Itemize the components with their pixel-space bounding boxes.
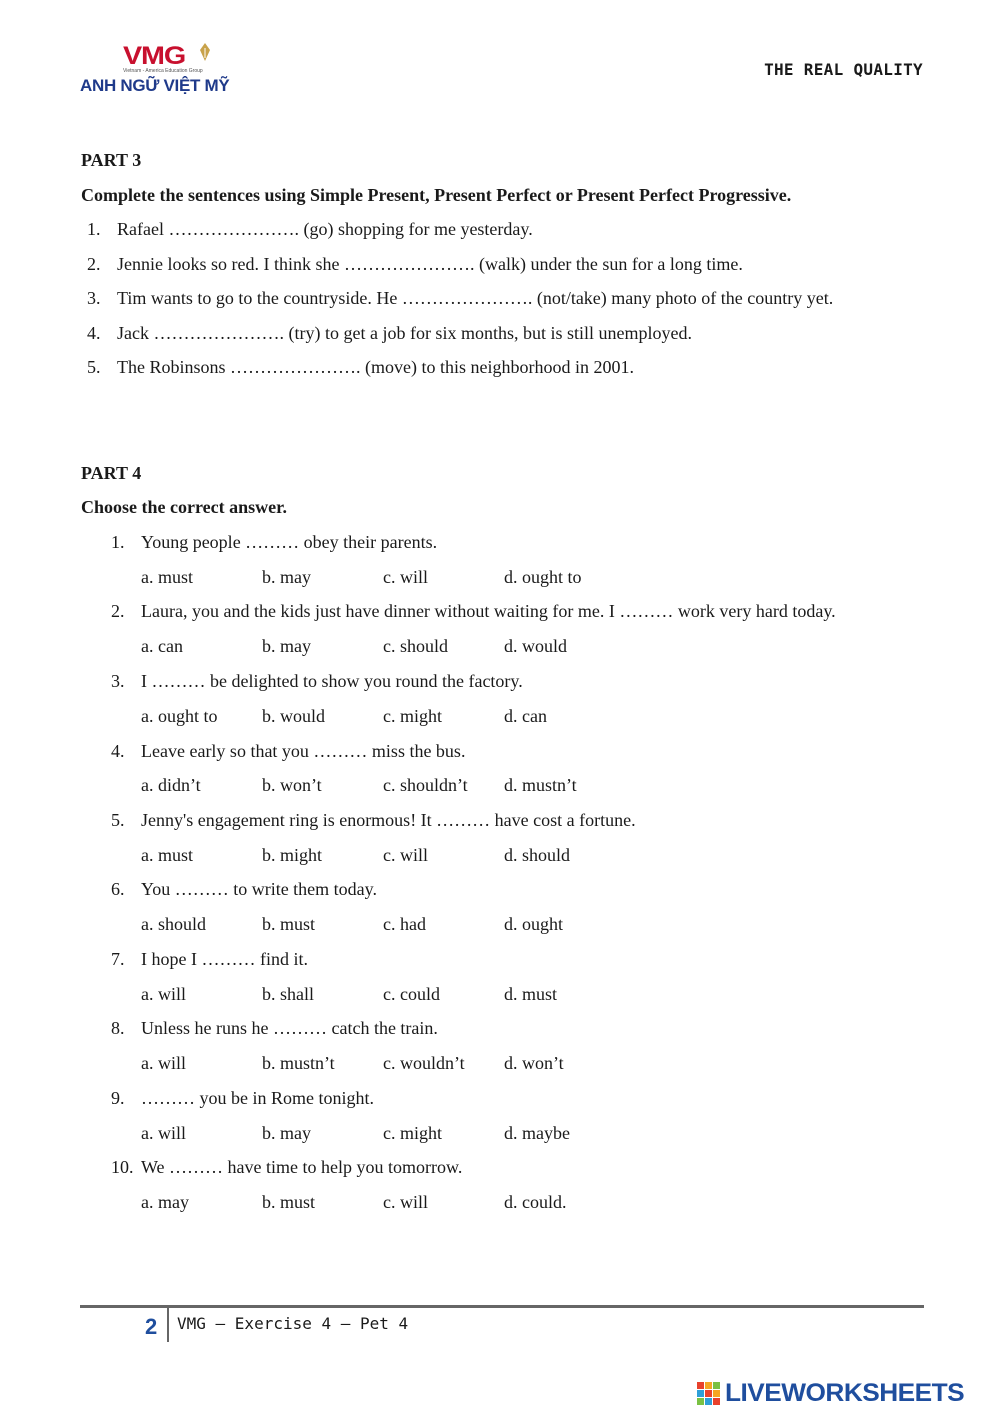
option-a[interactable]: a. will — [141, 1053, 186, 1073]
logo-tagline: Vietnam - America Education Group — [123, 68, 203, 74]
option-d[interactable]: d. should — [504, 845, 571, 865]
liveworksheets-logo-icon — [697, 1382, 721, 1406]
option-b[interactable]: b. would — [262, 706, 325, 726]
part4-title: PART 4 — [81, 463, 142, 483]
question: 2. Laura, you and the kids just have dinner without waiting for me. I ……… work very hard today. — [111, 601, 836, 621]
sentence-text: Tim wants to go to the countryside. He …………………. (not/take) many photo of the country yet. — [117, 288, 834, 308]
option-a[interactable]: a. must — [141, 567, 193, 587]
question-text: Leave early so that you ……… miss the bus. — [141, 741, 466, 761]
question-text: Young people ……… obey their parents. — [141, 532, 438, 552]
option-b[interactable]: b. may — [262, 1123, 311, 1143]
option-b[interactable]: b. may — [262, 636, 311, 656]
option-b[interactable]: b. won’t — [262, 775, 322, 795]
part3-title: PART 3 — [81, 150, 142, 170]
option-d[interactable]: d. won’t — [504, 1053, 564, 1073]
question: 3. I ……… be delighted to show you round the factory. — [111, 671, 523, 691]
option-d[interactable]: d. mustn’t — [504, 775, 577, 795]
option-d[interactable]: d. ought to — [504, 567, 582, 587]
liveworksheets-watermark — [697, 1379, 993, 1409]
option-c[interactable]: c. might — [383, 706, 442, 726]
logo-name: ANH NGỮ VIỆT MỸ — [80, 76, 230, 95]
page-number: 2 — [145, 1314, 158, 1339]
option-a[interactable]: a. ought to — [141, 706, 218, 726]
sentence-text: The Robinsons …………………. (move) to this neighborhood in 2001. — [117, 357, 634, 377]
question-text: Unless he runs he ……… catch the train. — [141, 1018, 438, 1038]
option-b[interactable]: b. may — [262, 567, 311, 587]
option-c[interactable]: c. wouldn’t — [383, 1053, 465, 1073]
pen-nib-icon — [198, 42, 212, 62]
option-a[interactable]: a. will — [141, 1123, 186, 1143]
list-item: 5. The Robinsons …………………. (move) to this neighborhood in 2001. — [87, 357, 634, 377]
question-text: You ……… to write them today. — [141, 879, 377, 899]
option-a[interactable]: a. should — [141, 914, 206, 934]
question-text: Laura, you and the kids just have dinner without waiting for me. I ……… work very hard today. — [141, 601, 836, 621]
list-item: 1. Rafael …………………. (go) shopping for me yesterday. — [87, 219, 533, 239]
option-a[interactable]: a. must — [141, 845, 193, 865]
option-d[interactable]: d. must — [504, 984, 558, 1004]
option-a[interactable]: a. didn’t — [141, 775, 201, 795]
option-b[interactable]: b. must — [262, 914, 316, 934]
option-a[interactable]: a. may — [141, 1192, 189, 1212]
option-a[interactable]: a. can — [141, 636, 183, 656]
question: 6. You ……… to write them today. — [111, 879, 377, 899]
option-c[interactable]: c. will — [383, 567, 428, 587]
option-c[interactable]: c. had — [383, 914, 426, 934]
liveworksheets-text: LIVEWORKSHEETS — [725, 1379, 965, 1407]
question-text: Jenny's engagement ring is enormous! It ……… have cost a fortune. — [141, 810, 636, 830]
question: 8. Unless he runs he ……… catch the train. — [111, 1018, 438, 1038]
sentence-text: Jennie looks so red. I think she …………………. (walk) under the sun for a long time. — [117, 254, 743, 274]
footer-separator — [167, 1308, 169, 1342]
part3-instruction: Complete the sentences using Simple Present, Present Perfect or Present Perfect Progressive. — [81, 185, 792, 205]
question-text: ……… you be in Rome tonight. — [141, 1088, 374, 1108]
sentence-text: Rafael …………………. (go) shopping for me yesterday. — [117, 219, 533, 239]
vmg-logo — [80, 42, 255, 100]
option-c[interactable]: c. might — [383, 1123, 442, 1143]
part4-instruction: Choose the correct answer. — [81, 497, 287, 517]
option-c[interactable]: c. shouldn’t — [383, 775, 468, 795]
question-text: We ……… have time to help you tomorrow. — [141, 1157, 463, 1177]
option-d[interactable]: d. can — [504, 706, 547, 726]
list-item: 3. Tim wants to go to the countryside. He …………………. (not/take) many photo of the country yet. — [87, 288, 834, 308]
footer-divider — [80, 1305, 924, 1308]
option-d[interactable]: d. would — [504, 636, 567, 656]
option-d[interactable]: d. maybe — [504, 1123, 570, 1143]
option-d[interactable]: d. could. — [504, 1192, 567, 1212]
footer-text: VMG – Exercise 4 – Pet 4 — [177, 1314, 409, 1333]
question: 7. I hope I ……… find it. — [111, 949, 308, 969]
header-tagline: THE REAL QUALITY — [764, 60, 923, 79]
option-a[interactable]: a. will — [141, 984, 186, 1004]
list-item: 4. Jack …………………. (try) to get a job for six months, but is still unemployed. — [87, 323, 692, 343]
question: 10. We ……… have time to help you tomorrow. — [111, 1157, 463, 1177]
option-c[interactable]: c. will — [383, 845, 428, 865]
question-text: I hope I ……… find it. — [141, 949, 308, 969]
list-item: 2. Jennie looks so red. I think she …………………. (walk) under the sun for a long time. — [87, 254, 743, 274]
option-b[interactable]: b. might — [262, 845, 323, 865]
option-c[interactable]: c. could — [383, 984, 440, 1004]
option-b[interactable]: b. mustn’t — [262, 1053, 335, 1073]
question-text: I ……… be delighted to show you round the factory. — [141, 671, 523, 691]
question: 4. Leave early so that you ……… miss the bus. — [111, 741, 466, 761]
option-c[interactable]: c. will — [383, 1192, 428, 1212]
question: 1. Young people ……… obey their parents. — [111, 532, 438, 552]
logo-mark: VMG — [123, 42, 186, 70]
sentence-text: Jack …………………. (try) to get a job for six months, but is still unemployed. — [117, 323, 692, 343]
option-b[interactable]: b. must — [262, 1192, 316, 1212]
option-d[interactable]: d. ought — [504, 914, 564, 934]
option-c[interactable]: c. should — [383, 636, 448, 656]
question: 9. ……… you be in Rome tonight. — [111, 1088, 374, 1108]
question: 5. Jenny's engagement ring is enormous! It ……… have cost a fortune. — [111, 810, 636, 830]
option-b[interactable]: b. shall — [262, 984, 314, 1004]
